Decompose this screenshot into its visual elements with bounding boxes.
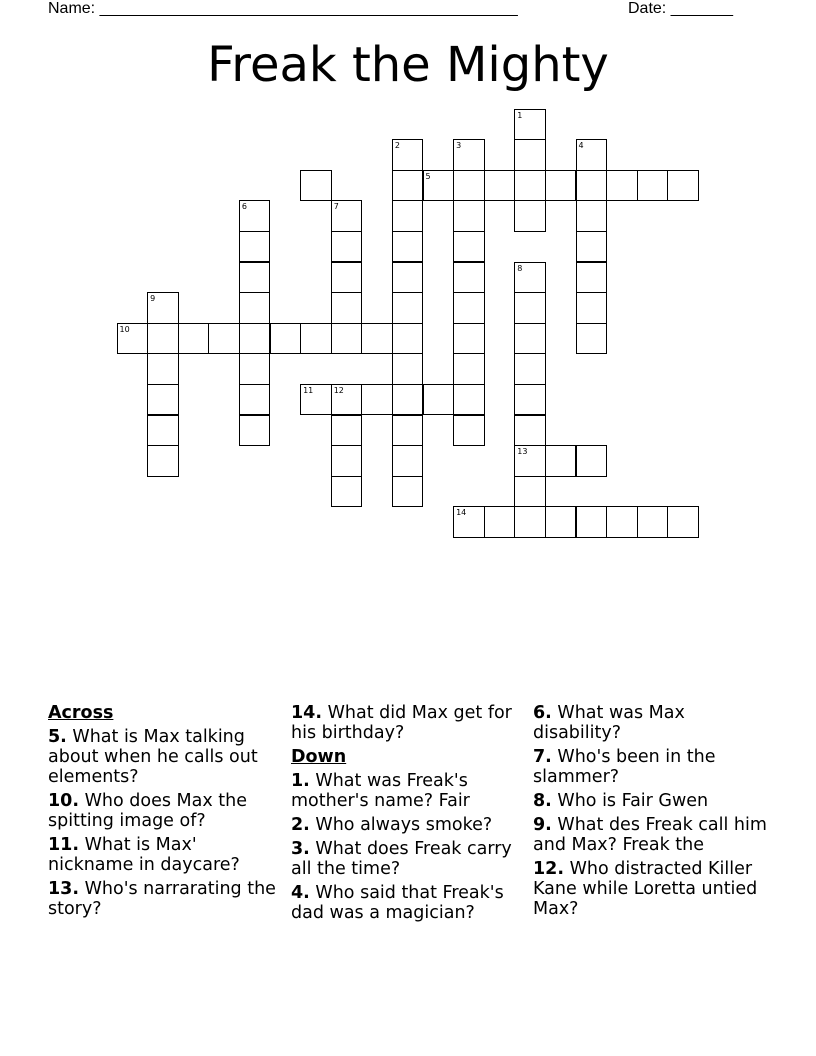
grid-cell[interactable] xyxy=(576,445,608,477)
clue-number: 13 xyxy=(517,447,528,457)
grid-cell[interactable] xyxy=(239,323,271,355)
grid-cell[interactable] xyxy=(606,506,638,538)
clues-column-1 xyxy=(48,703,280,923)
grid-cell[interactable] xyxy=(484,506,516,538)
grid-cell[interactable] xyxy=(514,200,546,232)
grid-cell[interactable] xyxy=(331,323,363,355)
grid-cell[interactable] xyxy=(300,384,332,416)
grid-cell[interactable] xyxy=(514,506,546,538)
grid-cell[interactable] xyxy=(147,353,179,385)
grid-cell[interactable] xyxy=(208,323,240,355)
grid-cell[interactable] xyxy=(484,170,516,202)
grid-cell[interactable] xyxy=(331,384,363,416)
grid-cell[interactable] xyxy=(514,109,546,141)
clues-column-2 xyxy=(291,703,523,927)
grid-cell[interactable] xyxy=(453,292,485,324)
grid-cell[interactable] xyxy=(453,384,485,416)
grid-cell[interactable] xyxy=(576,139,608,171)
grid-cell[interactable] xyxy=(576,170,608,202)
clue-down-3: 3. What does Freak carry all the time? xyxy=(291,839,512,879)
clue-number: 12 xyxy=(333,385,344,395)
grid-cell[interactable] xyxy=(331,262,363,294)
grid-cell[interactable] xyxy=(606,170,638,202)
grid-cell[interactable] xyxy=(331,200,363,232)
grid-cell[interactable] xyxy=(392,139,424,171)
clue-number: 2 xyxy=(394,141,400,151)
clue-number: 1 xyxy=(517,110,523,120)
grid-cell[interactable] xyxy=(453,200,485,232)
grid-cell[interactable] xyxy=(545,445,577,477)
clue-down-7: 7. Who's been in the slammer? xyxy=(533,747,716,787)
grid-cell[interactable] xyxy=(392,384,424,416)
clue-number: 9 xyxy=(150,294,156,304)
grid-cell[interactable] xyxy=(361,323,393,355)
clue-number: 11 xyxy=(303,385,314,395)
grid-cell[interactable] xyxy=(667,170,699,202)
clue-across-10: 10. Who does Max the spitting image of? xyxy=(48,791,247,831)
grid-cell[interactable] xyxy=(453,415,485,447)
grid-cell[interactable] xyxy=(453,139,485,171)
grid-cell[interactable] xyxy=(453,353,485,385)
clue-down-4: 4. Who said that Freak's dad was a magician? xyxy=(291,883,504,923)
grid-cell[interactable] xyxy=(514,323,546,355)
grid-cell[interactable] xyxy=(331,476,363,508)
grid-cell[interactable] xyxy=(392,415,424,447)
clue-down-9: 9. What des Freak call him and Max? Freak the xyxy=(533,815,767,855)
grid-cell[interactable] xyxy=(392,262,424,294)
grid-cell[interactable] xyxy=(453,231,485,263)
grid-cell[interactable] xyxy=(147,384,179,416)
grid-cell[interactable] xyxy=(453,170,485,202)
grid-cell[interactable] xyxy=(392,323,424,355)
grid-cell[interactable] xyxy=(423,170,455,202)
grid-cell[interactable] xyxy=(576,231,608,263)
clue-down-1: 1. What was Freak's mother's name? Fair xyxy=(291,771,470,811)
grid-cell[interactable] xyxy=(514,353,546,385)
date-line: Date: _______ xyxy=(628,0,733,17)
grid-cell[interactable] xyxy=(147,415,179,447)
grid-cell[interactable] xyxy=(545,506,577,538)
grid-cell[interactable] xyxy=(392,292,424,324)
grid-cell[interactable] xyxy=(392,231,424,263)
across-heading: Across xyxy=(48,703,114,723)
grid-cell[interactable] xyxy=(545,170,577,202)
grid-cell[interactable] xyxy=(300,170,332,202)
grid-cell[interactable] xyxy=(239,292,271,324)
grid-cell[interactable] xyxy=(117,323,149,355)
clue-number: 8 xyxy=(517,263,523,273)
grid-cell[interactable] xyxy=(178,323,210,355)
clue-across-5: 5. What is Max talking about when he calls out elements? xyxy=(48,727,258,787)
grid-cell[interactable] xyxy=(514,292,546,324)
grid-cell[interactable] xyxy=(239,231,271,263)
grid-cell[interactable] xyxy=(392,170,424,202)
grid-cell[interactable] xyxy=(392,200,424,232)
grid-cell[interactable] xyxy=(239,200,271,232)
page-title: Freak the Mighty xyxy=(207,37,609,93)
clue-number: 3 xyxy=(456,141,462,151)
clue-down-12: 12. Who distracted Killer Kane while Loretta untied Max? xyxy=(533,859,758,919)
grid-cell[interactable] xyxy=(514,445,546,477)
grid-cell[interactable] xyxy=(423,384,455,416)
grid-cell[interactable] xyxy=(361,384,393,416)
clue-across-13: 13. Who's narrarating the story? xyxy=(48,879,276,919)
grid-cell[interactable] xyxy=(576,506,608,538)
clue-number: 14 xyxy=(456,508,467,518)
grid-cell[interactable] xyxy=(239,262,271,294)
grid-cell[interactable] xyxy=(576,262,608,294)
grid-cell[interactable] xyxy=(331,445,363,477)
grid-cell[interactable] xyxy=(637,506,669,538)
clue-number: 7 xyxy=(333,202,339,212)
clue-number: 5 xyxy=(425,171,431,181)
grid-cell[interactable] xyxy=(300,323,332,355)
grid-cell[interactable] xyxy=(331,231,363,263)
grid-cell[interactable] xyxy=(637,170,669,202)
name-line: Name: _______________________________________________ xyxy=(48,0,518,17)
grid-cell[interactable] xyxy=(453,323,485,355)
grid-cell[interactable] xyxy=(514,415,546,447)
grid-cell[interactable] xyxy=(576,323,608,355)
grid-cell[interactable] xyxy=(239,415,271,447)
grid-cell[interactable] xyxy=(392,476,424,508)
grid-cell[interactable] xyxy=(576,200,608,232)
clue-number: 6 xyxy=(241,202,247,212)
down-heading: Down xyxy=(291,747,347,767)
clue-number: 4 xyxy=(578,141,584,151)
grid-cell[interactable] xyxy=(392,445,424,477)
clue-across-14: 14. What did Max get for his birthday? xyxy=(291,703,512,743)
grid-cell[interactable] xyxy=(147,292,179,324)
grid-cell[interactable] xyxy=(331,415,363,447)
clues-column-3 xyxy=(533,703,773,923)
grid-cell[interactable] xyxy=(270,323,302,355)
grid-cell[interactable] xyxy=(239,384,271,416)
grid-cell[interactable] xyxy=(392,353,424,385)
grid-cell[interactable] xyxy=(147,323,179,355)
clue-across-11: 11. What is Max' nickname in daycare? xyxy=(48,835,240,875)
grid-cell[interactable] xyxy=(514,476,546,508)
clue-down-6: 6. What was Max disability? xyxy=(533,703,685,743)
grid-cell[interactable] xyxy=(514,262,546,294)
grid-cell[interactable] xyxy=(514,170,546,202)
clue-down-2: 2. Who always smoke? xyxy=(291,815,493,835)
clue-down-8: 8. Who is Fair Gwen xyxy=(533,791,709,811)
grid-cell[interactable] xyxy=(147,445,179,477)
grid-cell[interactable] xyxy=(453,262,485,294)
grid-cell[interactable] xyxy=(514,139,546,171)
grid-cell[interactable] xyxy=(514,384,546,416)
grid-cell[interactable] xyxy=(667,506,699,538)
grid-cell[interactable] xyxy=(239,353,271,385)
grid-cell[interactable] xyxy=(576,292,608,324)
grid-cell[interactable] xyxy=(453,506,485,538)
grid-cell[interactable] xyxy=(331,292,363,324)
clue-number: 10 xyxy=(119,324,130,334)
